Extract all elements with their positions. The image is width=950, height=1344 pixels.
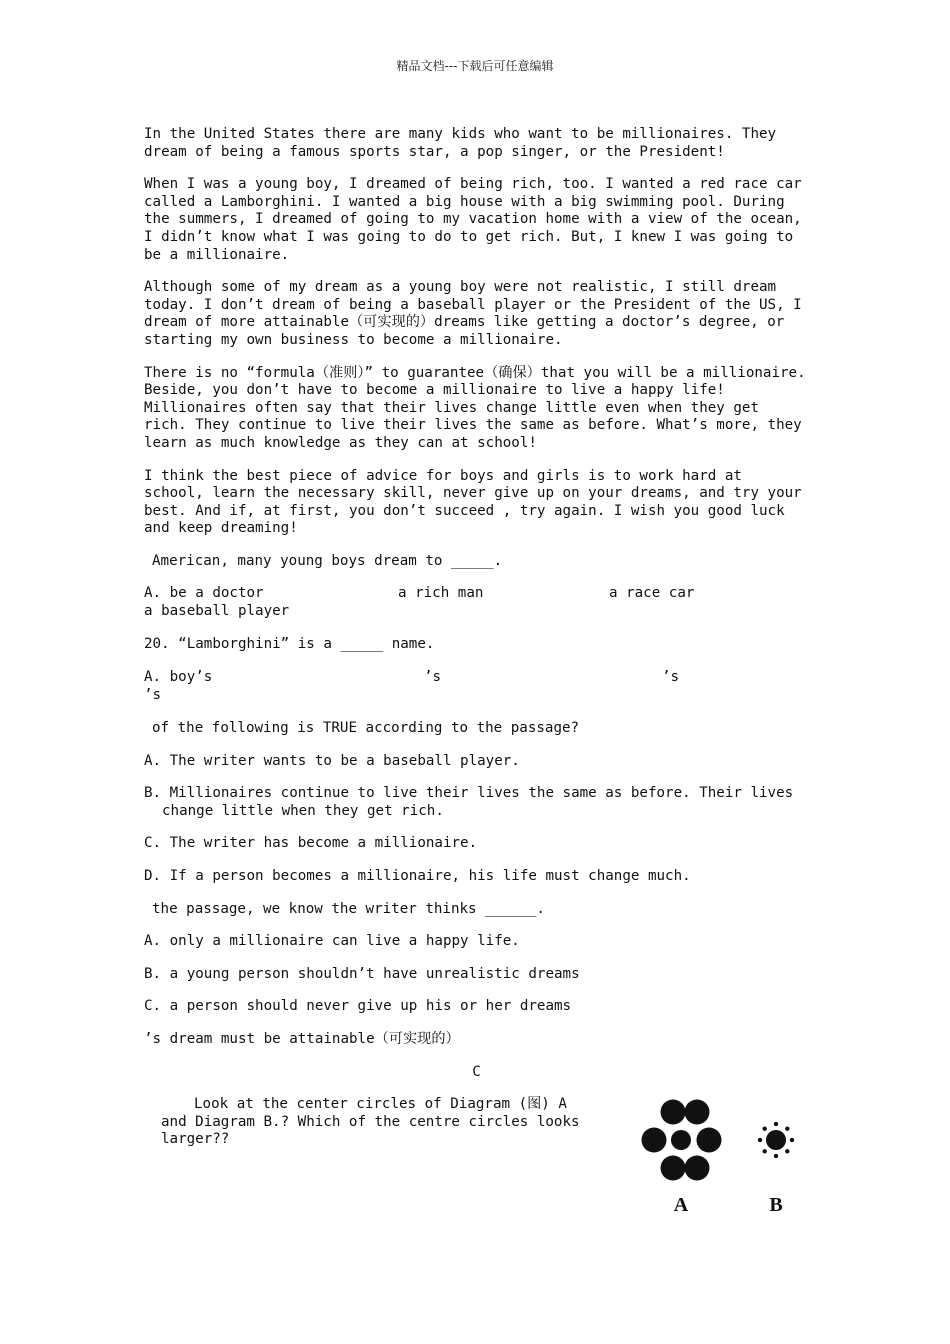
diagram-b: [758, 1122, 794, 1158]
paragraph-4: There is no “formula（准则）” to guarantee（确保）that you will be a millionaire. Beside, you don’t have to become a millionaire to live a happy life! Millionaires often say that their lives change little even when they get rich. They continue to live their lives the same as before. What’s more, they learn as much knowledge as they can at school!: [144, 364, 806, 451]
page-header: 精品文档---下载后可任意编辑: [396, 59, 554, 73]
question-3-stem: of the following is TRUE according to the passage?: [152, 720, 580, 737]
question-3-option-a: A. The writer wants to be a baseball player.: [144, 752, 520, 769]
paragraph-2: When I was a young boy, I dreamed of being rich, too. I wanted a red race car called a Lamborghini. I wanted a big house with a big swimming pool. During the summers, I dreamed of going to my vacation home with a view of the ocean, I didn’t know what I was going to do to get rich. But, I knew I was going to be a millionaire.: [144, 176, 802, 263]
question-1-option-b: a rich man: [398, 585, 484, 602]
question-4-option-c: C. a person should never give up his or her dreams: [144, 998, 572, 1015]
question-2-option-a: A. boy’s: [144, 669, 213, 686]
diagram-label-b: B: [769, 1194, 783, 1217]
document-body: [144, 126, 809, 1226]
section-c-heading: C: [472, 1063, 481, 1080]
question-3-option-c: C. The writer has become a millionaire.: [144, 835, 478, 852]
question-3-option-d: D. If a person becomes a millionaire, his life must change much.: [144, 868, 691, 885]
question-4-option-b: B. a young person shouldn’t have unrealistic dreams: [144, 965, 580, 982]
question-2-options: [144, 669, 809, 705]
paragraph-1: In the United States there are many kids who want to be millionaires. They dream of being a famous sports star, a pop singer, or the President!: [144, 126, 777, 160]
question-1-option-c: a race car: [609, 585, 695, 602]
question-1-stem: American, many young boys dream to _____.: [152, 552, 503, 569]
diagram-label-a: A: [673, 1194, 689, 1217]
ebbinghaus-diagram: [634, 1092, 804, 1222]
question-1-option-d: a baseball player: [144, 603, 290, 620]
question-2-option-c: ’s: [662, 669, 680, 686]
question-2-stem: 20. “Lamborghini” is a _____ name.: [144, 636, 435, 653]
section-c: [144, 1096, 809, 1226]
question-1-options: [144, 585, 809, 621]
question-2-option-b: ’s: [424, 669, 442, 686]
paragraph-3: Although some of my dream as a young boy were not realistic, I still dream today. I don’t dream of being a baseball player or the President of the US, I dream of more attainable（可实现的）dreams like getting a doctor’s degree, or starting my own business to become a millionaire.: [144, 279, 802, 348]
question-4-option-a: A. only a millionaire can live a happy life.: [144, 933, 520, 950]
question-1-option-a: A. be a doctor: [144, 585, 264, 602]
section-c-text: Look at the center circles of Diagram (图) A and Diagram B.? Which of the centre circles looks larger??: [161, 1096, 580, 1148]
question-4-stem: the passage, we know the writer thinks ______.: [152, 900, 545, 917]
diagram-a: [642, 1100, 722, 1181]
question-4-option-d: ’s dream must be attainable（可实现的）: [144, 1031, 460, 1047]
paragraph-5: I think the best piece of advice for boys and girls is to work hard at school, learn the necessary skill, never give up on your dreams, and try your best. And if, at first, you don’t succeed , try again. I wish you good luck and keep dreaming!: [144, 467, 802, 537]
question-3-option-b: B. Millionaires continue to live their lives the same as before. Their lives change little when they get rich.: [144, 785, 794, 819]
question-2-option-d: ’s: [144, 687, 162, 704]
